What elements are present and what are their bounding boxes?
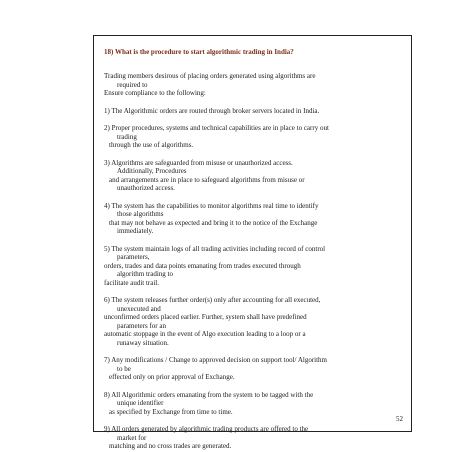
point-line: unique identifier: [117, 399, 164, 407]
point-2: [104, 124, 401, 150]
point-line: algorithm trading to: [117, 270, 173, 278]
point-line: matching and no cross trades are generated.: [109, 442, 232, 450]
point-4: [104, 202, 401, 236]
point-line: unconfirmed orders placed earlier. Further, system shall have predefined: [104, 313, 307, 321]
point-line: runaway situation.: [117, 338, 169, 347]
point-line: Additionally, Procedures: [117, 167, 187, 175]
point-3: [104, 159, 401, 193]
point-5: [104, 245, 401, 288]
point-7: [104, 356, 401, 382]
document-page: [93, 35, 412, 450]
point-line: 1) The Algorithmic orders are routed through broker servers located in India.: [104, 106, 320, 115]
point-line: orders, trades and data points emanating from trades executed through: [104, 261, 301, 270]
point-line: trading: [117, 132, 137, 141]
point-line: 7) Any modifications / Change to approved decision on support tool/ Algorithm: [104, 356, 328, 364]
point-line: 9) All orders generated by algorithmic trading products are offered to the: [104, 425, 309, 433]
point-line: and arrangements are in place to safeguard algorithms from misuse or: [109, 175, 305, 184]
point-line: 3) Algorithms are safeguarded from misuse or unauthorized access.: [104, 158, 293, 167]
point-line: 8) All Algorithmic orders emanating from the system to be tagged with the: [104, 390, 314, 399]
point-line: unauthorized access.: [117, 184, 175, 192]
point-line: as specified by Exchange from time to time.: [109, 407, 233, 416]
intro-line: required to: [117, 80, 148, 89]
point-line: parameters for an: [117, 321, 166, 330]
point-line: market for: [117, 433, 147, 442]
point-line: 6) The system releases further order(s) only after accounting for all executed,: [104, 296, 321, 304]
point-line: 4) The system has the capabilities to monitor algorithms real time to identify: [104, 201, 319, 210]
intro-paragraph: [104, 72, 401, 98]
point-line: those algorithms: [117, 210, 164, 218]
point-9: [104, 425, 401, 451]
point-line: 5) The system maintain logs of all trading activities including record of control: [104, 244, 326, 253]
point-line: through the use of algorithms.: [109, 141, 194, 149]
point-line: to be: [117, 364, 131, 373]
intro-line: Ensure compliance to the following:: [104, 89, 206, 97]
point-line: 2) Proper procedures, systems and technical capabilities are in place to carry out: [104, 124, 329, 132]
point-line: effected only on prior approval of Exchange.: [109, 373, 235, 381]
point-6: [104, 296, 401, 347]
intro-line: Trading members desirous of placing orders generated using algorithms are: [104, 72, 316, 80]
point-line: immediately.: [117, 227, 154, 235]
point-line: unexecuted and: [117, 304, 161, 313]
question-heading: 18) What is the procedure to start algorithmic trading in India?: [104, 48, 294, 56]
point-line: facilitate audit trail.: [104, 278, 160, 287]
point-line: that may not behave as expected and bring it to the notice of the Exchange: [109, 218, 318, 227]
point-line: parameters,: [117, 253, 150, 261]
point-line: automatic stoppage in the event of Algo execution leading to a loop or a: [104, 330, 306, 338]
point-8: [104, 391, 401, 417]
page-number: 52: [396, 415, 403, 423]
point-1: [104, 107, 401, 116]
